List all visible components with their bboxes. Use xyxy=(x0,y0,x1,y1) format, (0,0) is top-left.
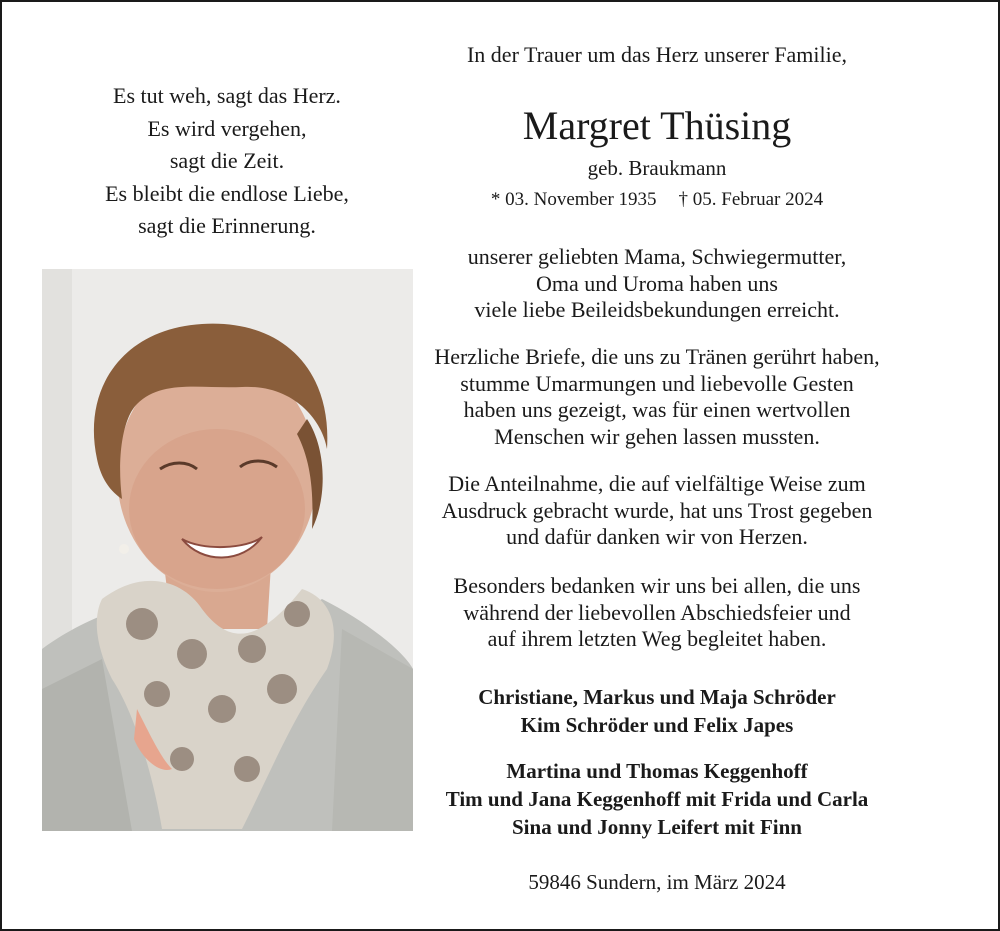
paragraph xyxy=(387,573,927,653)
portrait-illustration xyxy=(42,269,413,831)
paragraph-line: Ausdruck gebracht wurde, hat uns Trost gegeben xyxy=(441,497,873,523)
poem-line: sagt die Erinnerung. xyxy=(138,213,316,238)
paragraph-line: auf ihrem letzten Weg begleitet haben. xyxy=(487,626,827,651)
paragraph-line: Oma und Uroma haben uns xyxy=(536,270,778,296)
paragraph xyxy=(387,471,927,551)
paragraph-line: stumme Umarmungen und liebevolle Gesten xyxy=(460,370,854,396)
death-date: † 05. Februar 2024 xyxy=(678,189,824,210)
family-group xyxy=(387,683,927,739)
family-line: Martina und Thomas Keggenhoff xyxy=(506,759,808,783)
paragraph-line: Herzliche Briefe, die uns zu Tränen gerührt haben, xyxy=(434,344,880,369)
paragraph xyxy=(387,244,927,324)
deceased-name: Margret Thüsing xyxy=(522,103,792,148)
paragraph-line: Die Anteilnahme, die auf vielfältige Weise zum xyxy=(448,471,866,496)
poem-line: Es wird vergehen, xyxy=(147,115,307,141)
paragraph-line: Besonders bedanken wir uns bei allen, die uns xyxy=(453,573,861,598)
poem-line: Es tut weh, sagt das Herz. xyxy=(113,83,341,108)
paragraph-line: viele liebe Beileidsbekundungen erreicht. xyxy=(474,297,840,322)
birth-date: * 03. November 1935 xyxy=(490,189,657,210)
birth-name: geb. Braukmann xyxy=(587,156,727,180)
paragraph-line: während der liebevollen Abschiedsfeier und xyxy=(463,599,851,625)
poem-line: sagt die Zeit. xyxy=(169,148,285,173)
family-line: Christiane, Markus und Maja Schröder xyxy=(478,685,836,709)
paragraph-line: haben uns gezeigt, was für einen wertvollen xyxy=(463,397,851,422)
portrait-photo xyxy=(42,269,413,831)
family-line: Kim Schröder und Felix Japes xyxy=(520,713,794,737)
paragraph xyxy=(387,344,927,450)
family-group xyxy=(387,757,927,841)
place-date: 59846 Sundern, im März 2024 xyxy=(528,870,786,894)
poem xyxy=(2,80,452,243)
family-line: Sina und Jonny Leifert mit Finn xyxy=(512,815,802,839)
intro-line: In der Trauer um das Herz unserer Familie, xyxy=(466,42,847,67)
paragraph-line: und dafür danken wir von Herzen. xyxy=(506,524,808,549)
paragraph-line: Menschen wir gehen lassen mussten. xyxy=(494,423,820,449)
paragraph-line: unserer geliebten Mama, Schwiegermutter, xyxy=(467,244,847,269)
poem-line: Es bleibt die endlose Liebe, xyxy=(105,180,349,206)
family-line: Tim und Jana Keggenhoff mit Frida und Carla xyxy=(445,787,869,811)
life-dates xyxy=(452,189,862,211)
